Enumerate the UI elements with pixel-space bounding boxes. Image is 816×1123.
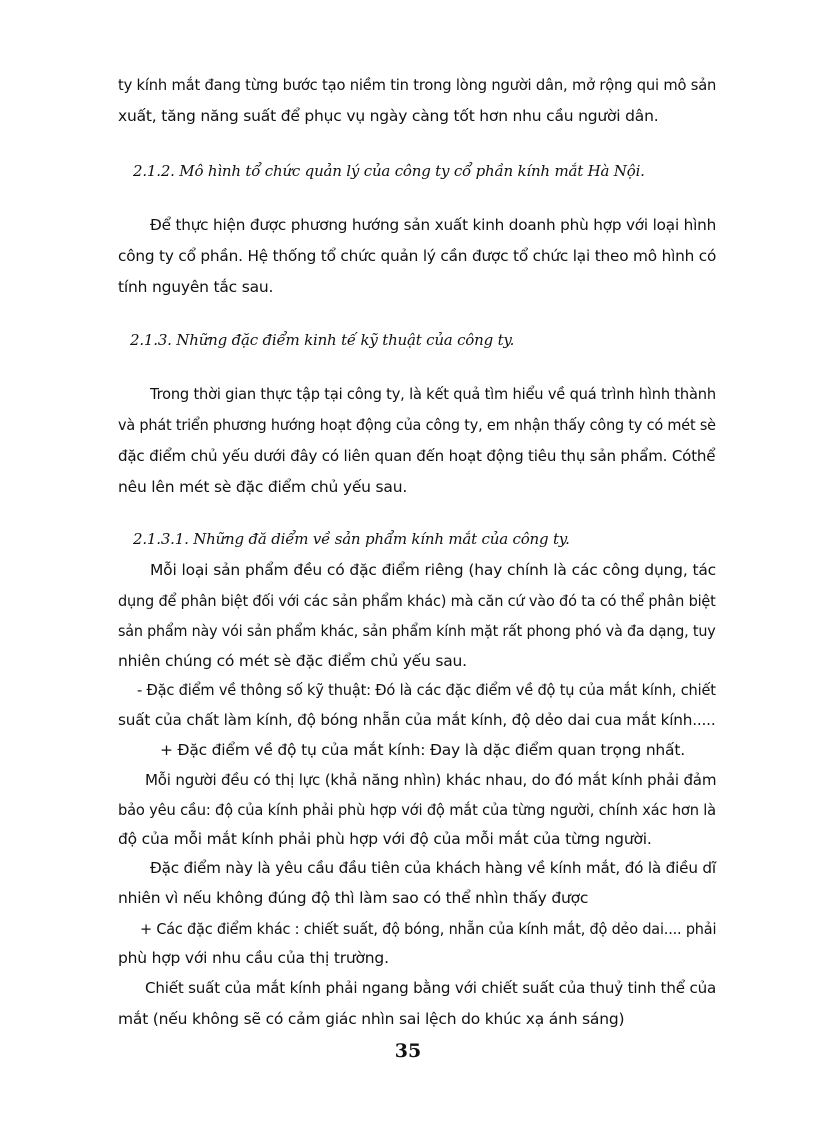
body-line: nhiên chúng có mét sè đặc điểm chủ yếu sau. <box>118 652 467 670</box>
body-line: đặc điểm chủ yếu dưới đây có liên quan đến hoạt động tiêu thụ sản phẩm. Cóthể <box>118 447 716 465</box>
body-line: Trong thời gian thực tập tại công ty, là kết quả tìm hiểu về quá trình hình thành <box>150 385 716 403</box>
body-line: bảo yêu cầu: độ của kính phải phù hợp với độ mắt của từng người, chính xác hơn là <box>118 801 716 819</box>
body-line: nêu lên mét sè đặc điểm chủ yếu sau. <box>118 478 408 496</box>
body-line: suất của chất làm kính, độ bóng nhẵn của mắt kính, độ dẻo dai cua mắt kính..... <box>118 711 716 729</box>
body-line: độ của mỗi mắt kính phải phù hợp với độ của mỗi mắt của từng người. <box>118 830 652 848</box>
body-line: + Các đặc điểm khác : chiết suất, độ bóng, nhẵn của kính mắt, độ dẻo dai.... phải <box>140 920 717 938</box>
body-line: Mỗi loại sản phẩm đều có đặc điểm riêng (hay chính là các công dụng, tác <box>150 561 716 579</box>
body-line: Mỗi người đều có thị lực (khả năng nhìn) khác nhau, do đó mắt kính phải đảm <box>145 771 717 789</box>
body-line: - Đặc điểm về thông số kỹ thuật: Đó là các đặc điểm về độ tụ của mắt kính, chiết <box>137 681 716 699</box>
body-line: xuất, tăng năng suất để phục vụ ngày càng tốt hơn nhu cầu người dân. <box>118 107 659 125</box>
section-heading-2-1-3: 2.1.3. Những đặc điểm kinh tế kỹ thuật của công ty. <box>130 331 515 349</box>
page-number: 35 <box>394 1040 422 1062</box>
body-line: công ty cổ phần. Hệ thống tổ chức quản lý cần được tổ chức lại theo mô hình có <box>118 247 717 265</box>
body-line: ty kính mắt đang từng bước tạo niềm tin trong lòng người dân, mở rộng qui mô sản <box>118 76 717 94</box>
body-line: Chiết suất của mắt kính phải ngang bằng với chiết suất của thuỷ tinh thể của <box>145 979 717 997</box>
body-line: tính nguyên tắc sau. <box>118 278 274 296</box>
section-heading-2-1-3-1: 2.1.3.1. Những đă diểm về sản phẩm kính mắt của công ty. <box>133 530 570 548</box>
section-heading-2-1-2: 2.1.2. Mô hình tổ chức quản lý của công ty cổ phần kính mắt Hà Nội. <box>133 162 645 180</box>
body-line: nhiên vì nếu không đúng độ thì làm sao có thể nhìn thấy được <box>118 889 589 907</box>
body-line: và phát triển phương hướng hoạt động của công ty, em nhận thấy công ty có mét sè <box>118 416 716 434</box>
body-line: Đặc điểm này là yêu cầu đầu tiên của khách hàng về kính mắt, đó là điều dĩ <box>150 859 716 877</box>
body-line: dụng để phân biệt đối với các sản phẩm khác) mà căn cứ vào đó ta có thể phân biệt <box>118 592 716 610</box>
body-line: + Đặc điểm về độ tụ của mắt kính: Đay là dặc điểm quan trọng nhất. <box>160 741 685 759</box>
body-line: Để thực hiện được phương hướng sản xuất kinh doanh phù hợp với loại hình <box>150 216 717 234</box>
body-line: mắt (nếu không sẽ có cảm giác nhìn sai lệch do khúc xạ ánh sáng) <box>118 1010 625 1028</box>
body-line: phù hợp với nhu cầu của thị trường. <box>118 949 389 967</box>
body-line: sản phẩm này vói sản phẩm khác, sản phẩm kính mặt rất phong phó và đa dạng, tuy <box>118 622 716 640</box>
